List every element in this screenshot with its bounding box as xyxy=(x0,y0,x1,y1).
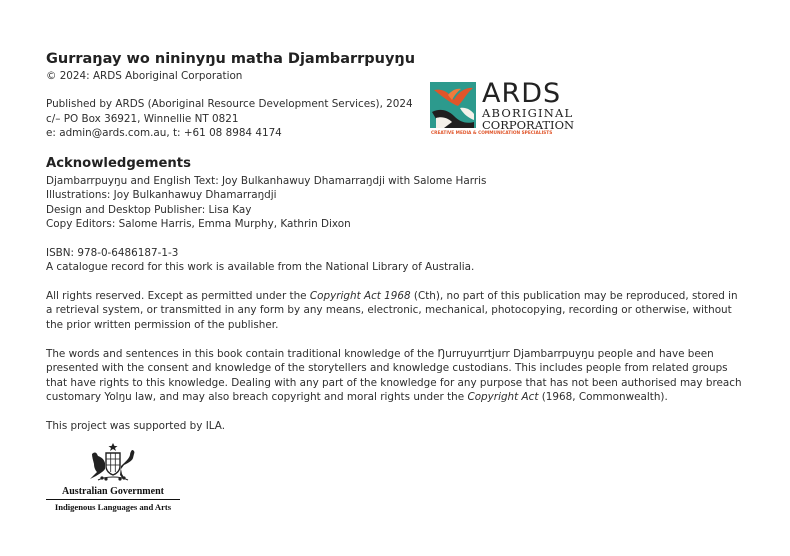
traditional-knowledge-paragraph xyxy=(46,347,756,405)
rights-text: (Cth), no part of this publication may be reproduced, stored in xyxy=(410,290,738,302)
credit-design: Design and Desktop Publisher: Lisa Kay xyxy=(46,204,252,216)
logo-divider xyxy=(46,499,180,500)
knowledge-text: The words and sentences in this book contain traditional knowledge of the Ŋurruyurrtjurr Djambarrpuyŋu people and have been xyxy=(46,348,714,360)
copyright-line: © 2024: ARDS Aboriginal Corporation xyxy=(46,70,243,82)
ards-tagline: CREATIVE MEDIA & COMMUNICATION SPECIALISTS xyxy=(431,131,553,136)
acknowledgements-heading: Acknowledgements xyxy=(46,156,191,171)
ards-hands-icon xyxy=(430,82,476,128)
isbn-line: ISBN: 978-0-6486187-1-3 xyxy=(46,247,179,259)
ards-wordmark: ARDS xyxy=(482,78,562,109)
credit-editors: Copy Editors: Salome Harris, Emma Murphy, Kathrin Dixon xyxy=(46,218,351,230)
publisher-contact: e: admin@ards.com.au, t: +61 08 8984 4174 xyxy=(46,127,282,139)
australian-government-logo xyxy=(46,440,186,516)
ards-subtitle-aboriginal: ABORIGINAL xyxy=(482,106,574,120)
catalogue-line: A catalogue record for this work is available from the National Library of Australia. xyxy=(46,261,475,273)
credit-text: Djambarrpuyŋu and English Text: Joy Bulkanhawuy Dhamarraŋdji with Salome Harris xyxy=(46,175,487,187)
publisher-address: c/– PO Box 36921, Winnellie NT 0821 xyxy=(46,113,239,125)
ards-subtitle-corporation: CORPORATION xyxy=(482,118,575,132)
rights-text: the prior written permission of the publisher. xyxy=(46,318,279,331)
coat-of-arms-icon xyxy=(82,442,144,482)
program-name: Indigenous Languages and Arts xyxy=(54,502,172,512)
knowledge-text: presented with the consent and knowledge of the storytellers and knowledge custodians. This includes people from related groups xyxy=(46,362,728,375)
book-title: Gurraŋay wo nininyŋu matha Djambarrpuyŋu xyxy=(46,51,416,67)
publisher-line: Published by ARDS (Aboriginal Resource Development Services), 2024 xyxy=(46,98,413,110)
rights-text: All rights reserved. Except as permitted under the xyxy=(46,290,310,302)
support-line: This project was supported by ILA. xyxy=(46,420,226,432)
knowledge-text: (1968, Commonwealth). xyxy=(538,391,668,404)
knowledge-text: that have rights to this knowledge. Dealing with any part of the knowledge for any purpose that has not been authorised may breach xyxy=(46,376,742,389)
ards-logo xyxy=(430,80,580,138)
act-title: Copyright Act 1968 xyxy=(309,290,411,302)
knowledge-text: customary Yolŋu law, and may also breach copyright and moral rights under the xyxy=(46,391,468,404)
rights-paragraph xyxy=(46,289,756,332)
government-name: Australian Government xyxy=(62,486,164,497)
act-title: Copyright Act xyxy=(467,391,539,404)
credit-illustrations: Illustrations: Joy Bulkanhawuy Dhamarraŋdji xyxy=(46,189,277,201)
rights-text: a retrieval system, or transmitted in any form by any means, electronic, mechanical, photocopying, recording or otherwise, without xyxy=(46,304,732,317)
